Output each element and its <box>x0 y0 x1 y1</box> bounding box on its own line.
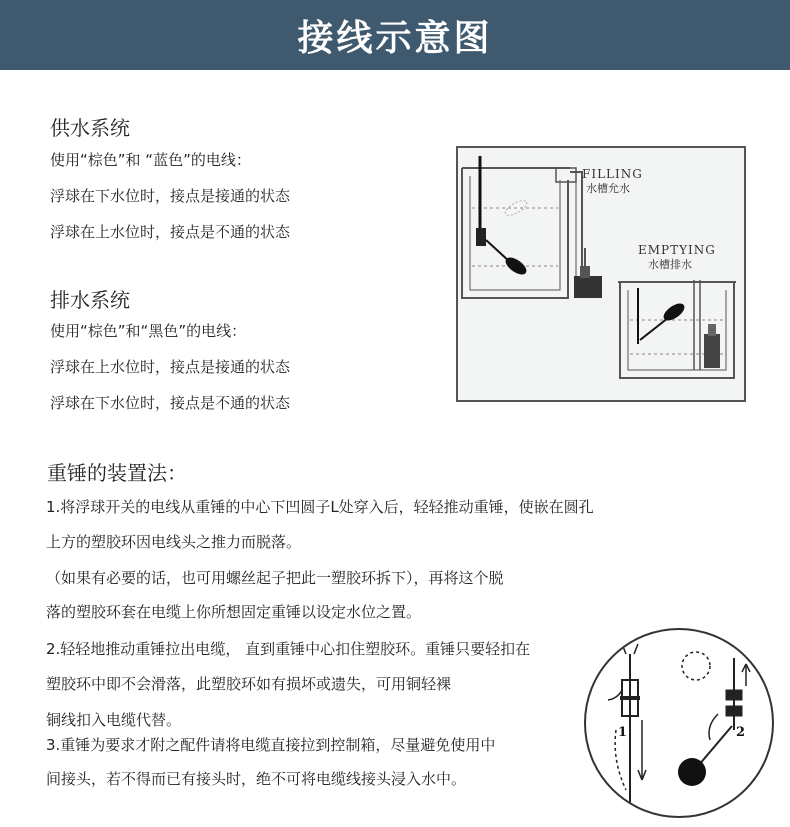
pump <box>574 248 602 298</box>
page-title: 接线示意图 <box>297 17 493 59</box>
supply-line-1: 使用“棕色”和 “蓝色”的电线： <box>50 151 251 169</box>
drain-line-3: 浮球在下水位时，接点是不通的状态 <box>50 394 291 412</box>
weight-step2 <box>682 652 750 766</box>
weight-line-9: 间接头，若不得而已有接头时，绝不可将电缆线接头浸入水中。 <box>46 770 467 788</box>
drain-line-2: 浮球在上水位时，接点是接通的状态 <box>50 358 291 376</box>
step2-label: 2 <box>736 725 746 740</box>
supply-line-3: 浮球在上水位时，接点是不通的状态 <box>50 223 291 241</box>
page-header <box>0 0 790 70</box>
float-ball <box>678 758 706 786</box>
filling-float <box>476 156 529 278</box>
weight-line-8: 3.重锤为要求才附之配件请将电缆直接拉到控制箱，尽量避免使用中 <box>46 736 496 754</box>
weight-title: 重锤的装置法： <box>47 461 187 485</box>
filling-cn-label: 水槽允水 <box>586 182 630 195</box>
tank-diagram <box>456 146 746 402</box>
weight-line-3: （如果有必要的话，也可用螺丝起子把此一塑胶环拆下），再将这个脱 <box>46 569 504 587</box>
emptying-float <box>638 288 720 368</box>
weight-line-7: 铜线扣入电缆代替。 <box>46 711 182 729</box>
weight-line-4: 落的塑胶环套在电缆上你所想固定重锤以设定水位之置。 <box>46 603 422 621</box>
weight-line-2: 上方的塑胶环因电线头之推力而脱落。 <box>46 533 302 551</box>
filling-label: FILLING <box>582 167 643 181</box>
drain-title: 排水系统 <box>50 288 130 312</box>
weight-diagram-svg <box>586 630 772 816</box>
step1-label: 1 <box>618 725 628 740</box>
supply-title: 供水系统 <box>50 116 130 140</box>
supply-line-2: 浮球在下水位时，接点是接通的状态 <box>50 187 291 205</box>
weight-line-1: 1.将浮球开关的电线从重锤的中心下凹圆子L处穿入后，轻轻推动重锤，使嵌在圆孔 <box>46 498 594 516</box>
weight-line-5: 2.轻轻地推动重锤拉出电缆， 直到重锤中心扣住塑胶环。重锤只要轻扣在 <box>46 640 531 658</box>
emptying-label: EMPTYING <box>638 243 716 257</box>
drain-line-1: 使用“棕色”和“黑色”的电线： <box>50 322 247 340</box>
weight-line-6: 塑胶环中即不会滑落，此塑胶环如有损坏或遗失，可用铜轻裸 <box>46 675 452 693</box>
tank-diagram-svg <box>458 148 744 400</box>
weight-diagram <box>584 628 774 818</box>
emptying-cn-label: 水槽排水 <box>648 258 692 271</box>
